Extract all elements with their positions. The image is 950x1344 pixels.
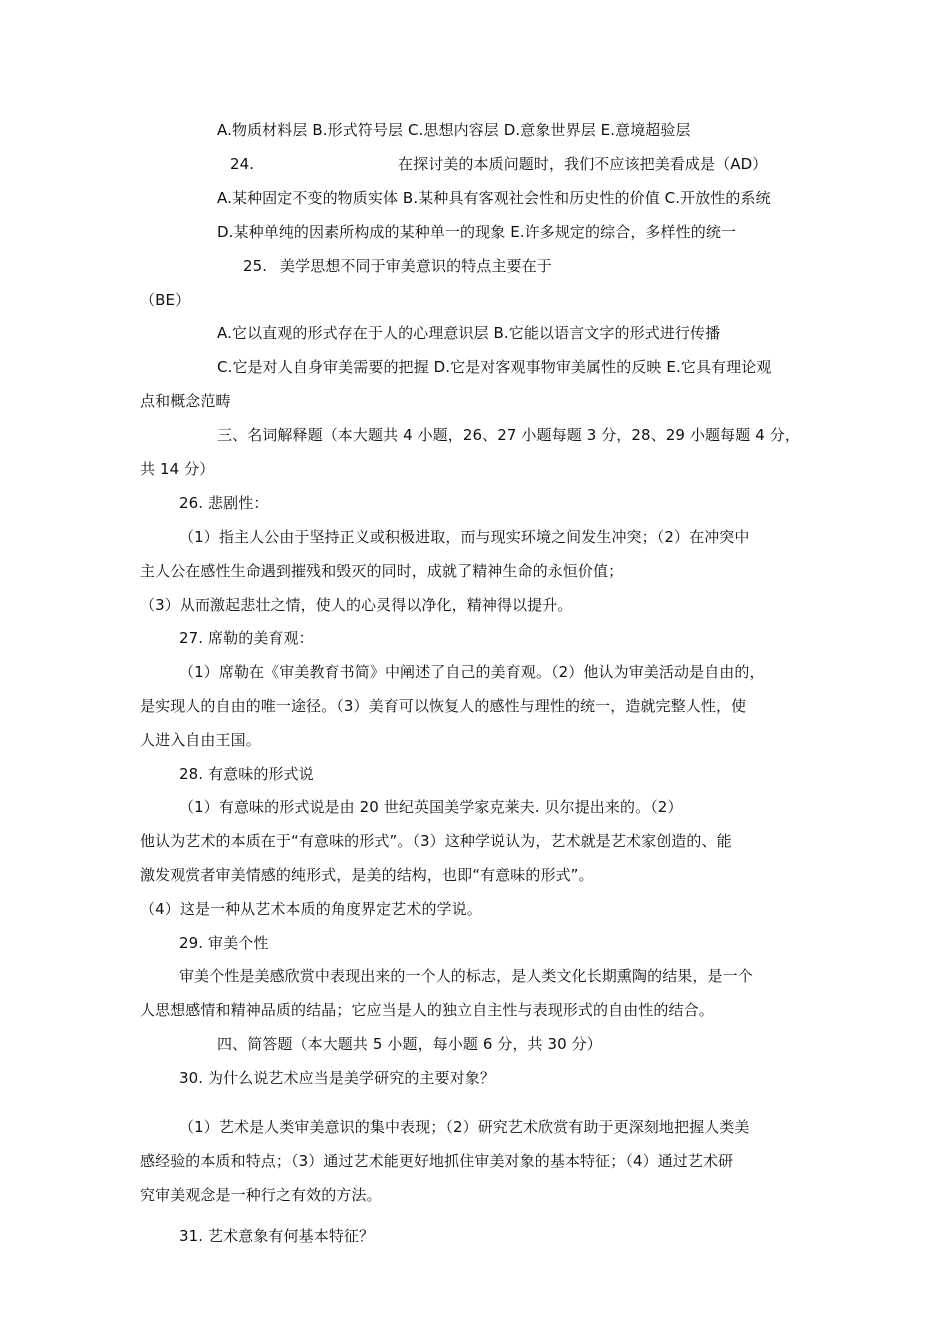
q26-line3: （3）从而激起悲壮之情，使人的心灵得以净化，精神得以提升。	[140, 596, 573, 614]
q30-line3: 究审美观念是一种行之有效的方法。	[140, 1186, 382, 1204]
q29-line1: 审美个性是美感欣赏中表现出来的一个人的标志，是人类文化长期熏陶的结果，是一个	[179, 967, 753, 985]
q26-line2: 主人公在感性生命遇到摧残和毁灭的同时，成就了精神生命的永恒价值；	[140, 562, 624, 580]
q27-line1: （1）席勒在《审美教育书简》中阐述了自己的美育观。（2）他认为审美活动是自由的，	[179, 663, 765, 681]
q24-options-line1: A.某种固定不变的物质实体 B.某种具有客观社会性和历史性的价值 C.开放性的系统	[217, 189, 771, 207]
q29-line2: 人思想感情和精神品质的结晶；它应当是人的独立自主性与表现形式的自由性的结合。	[140, 1001, 714, 1019]
q28-line2: 他认为艺术的本质在于“有意味的形式”。（3）这种学说认为，艺术就是艺术家创造的、能	[140, 832, 732, 850]
q25-options-line2: C.它是对人自身审美需要的把握 D.它是对客观事物审美属性的反映 E.它具有理论观	[217, 358, 772, 376]
q24-stem: 在探讨美的本质问题时，我们不应该把美看成是（AD）	[398, 155, 768, 173]
q28-line3: 激发观赏者审美情感的纯形式，是美的结构，也即“有意味的形式”。	[140, 866, 594, 884]
q30-line1: （1）艺术是人类审美意识的集中表现；（2）研究艺术欣赏有助于更深刻地把握人类美	[179, 1118, 750, 1136]
q28-title: 28. 有意味的形式说	[179, 765, 314, 783]
q30-line2: 感经验的本质和特点；（3）通过艺术能更好地抓住审美对象的基本特征；（4）通过艺术研	[140, 1152, 734, 1170]
q25-answer: （BE）	[140, 291, 191, 309]
q26-line1: （1）指主人公由于坚持正义或积极进取，而与现实环境之间发生冲突；（2）在冲突中	[179, 528, 750, 546]
section4-title: 四、简答题（本大题共 5 小题，每小题 6 分，共 30 分）	[217, 1035, 602, 1053]
q27-title: 27. 席勒的美育观：	[179, 629, 314, 647]
q30-title: 30. 为什么说艺术应当是美学研究的主要对象？	[179, 1069, 495, 1087]
q31-title: 31. 艺术意象有何基本特征？	[179, 1227, 375, 1245]
q23-options: A.物质材料层 B.形式符号层 C.思想内容层 D.意象世界层 E.意境超验层	[217, 121, 691, 139]
section3-title-line1: 三、名词解释题（本大题共 4 小题，26、27 小题每题 3 分，28、29 小题每题 4 分，	[217, 426, 800, 444]
q25-number: 25.	[243, 257, 268, 275]
q25-stem: 美学思想不同于审美意识的特点主要在于	[280, 257, 552, 275]
q27-line2: 是实现人的自由的唯一途径。（3）美育可以恢复人的感性与理性的统一，造就完整人性，使	[140, 697, 747, 715]
q27-line3: 人进入自由王国。	[140, 731, 261, 749]
q29-title: 29. 审美个性	[179, 934, 269, 952]
section3-title-line2: 共 14 分）	[140, 460, 215, 478]
q26-title: 26. 悲剧性：	[179, 494, 269, 512]
q28-line4: （4）这是一种从艺术本质的角度界定艺术的学说。	[140, 900, 482, 918]
q24-number: 24.	[230, 155, 255, 173]
q28-line1: （1）有意味的形式说是由 20 世纪英国美学家克莱夫. 贝尔提出来的。（2）	[179, 798, 683, 816]
q24-options-line2: D.某种单纯的因素所构成的某种单一的现象 E.许多规定的综合，多样性的统一	[217, 223, 737, 241]
q25-options-line3: 点和概念范畴	[140, 392, 231, 410]
q25-options-line1: A.它以直观的形式存在于人的心理意识层 B.它能以语言文字的形式进行传播	[217, 324, 721, 342]
